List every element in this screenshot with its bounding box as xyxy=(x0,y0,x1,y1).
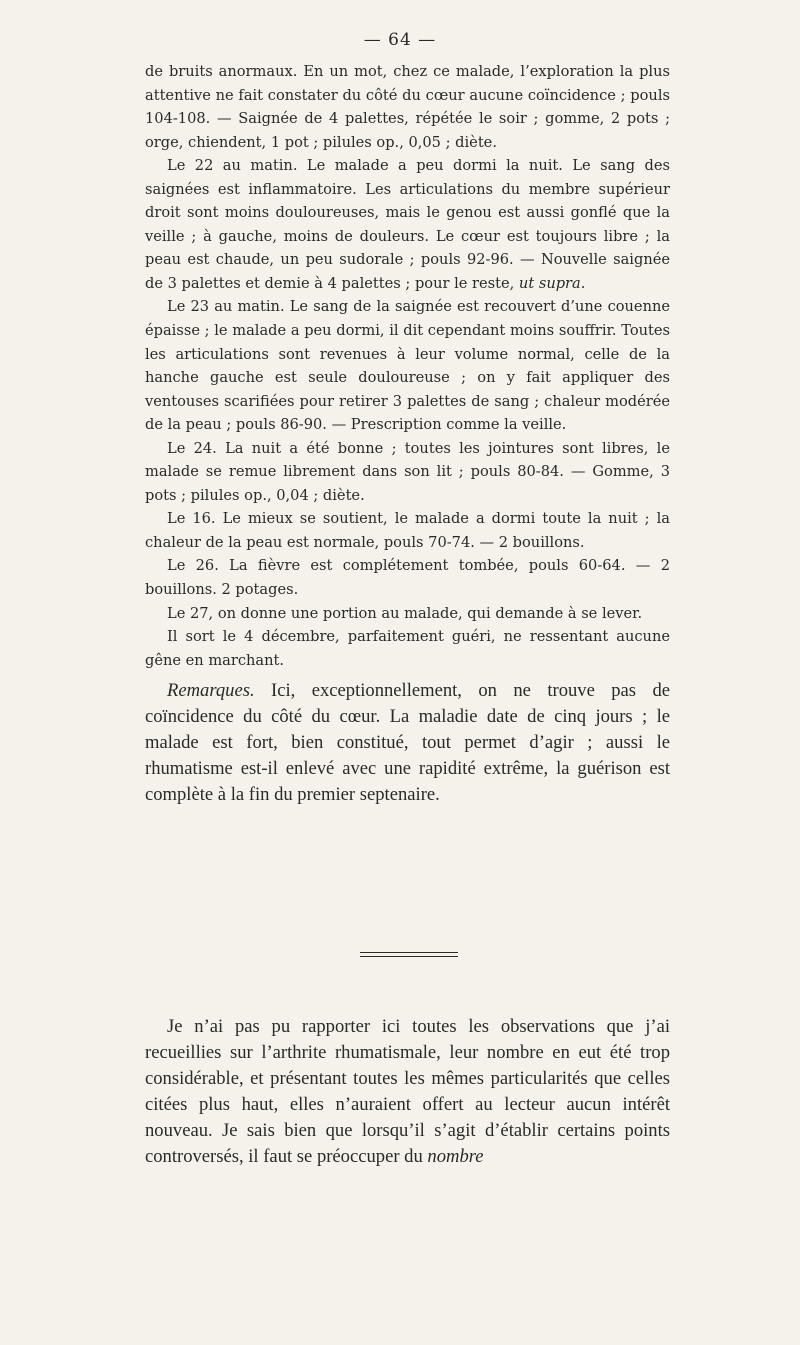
remarks-text: Ici, exceptionnellement, on ne trouve pas de coïncidence du côté du cœur. La maladie date de cinq jours ; le malade est fort, bien constitué, tout permet d’agir ; aussi le rhumatisme est-il enlevé avec une rapidité extrême, la guérison est complète à la fin du premier septenaire. xyxy=(145,680,670,806)
case-notes xyxy=(145,60,670,808)
paragraph-7: Le 27, on donne une portion au malade, qui demande à se lever. xyxy=(167,604,643,622)
section-divider-top xyxy=(360,952,458,953)
paragraph-1: de bruits anormaux. En un mot, chez ce malade, l’exploration la plus attentive ne fait constater du côté du cœur aucune coïncidence ; pouls 104-108. — Saignée de 4 palettes, répétée le soir ; gomme, 2 pots ; orge, chiendent, 1 pot ; pilules op., 0,05 ; diète. xyxy=(145,63,670,151)
page-number: — 64 — xyxy=(363,30,437,50)
section-divider-bottom xyxy=(360,956,458,957)
observations-paragraph xyxy=(145,1014,670,1170)
paragraph-6: Le 26. La fièvre est complétement tombée, pouls 60-64. — 2 bouillons. 2 potages. xyxy=(145,557,670,599)
ut-supra: ut supra. xyxy=(518,274,586,292)
remarks-label: Remarques. xyxy=(167,680,255,702)
observations-section xyxy=(145,1014,670,1170)
observations-last-word: nombre xyxy=(427,1146,484,1167)
paragraph-2 xyxy=(145,154,670,295)
observations-text: Je n’ai pas pu rapporter ici toutes les observations que j’ai recueillies sur l’arthrite rhumatismale, leur nombre en eut été trop considérable, et présentant toutes les mêmes particularités que celles citées plus haut, elles n’auraient offert au lecteur aucun intérêt nouveau. Je sais bien que lorsqu’il s’agit d’établir certains points controversés, il faut se préoccuper du xyxy=(145,1016,670,1167)
paragraph-3: Le 23 au matin. Le sang de la saignée est recouvert d’une couenne épaisse ; le malade a peu dormi, il dit cependant moins souffrir. Toutes les articulations sont revenues à leur volume normal, celle de la hanche gauche est seule douloureuse ; on y fait appliquer des ventouses scarifiées pour retirer 3 palettes de sang ; chaleur modérée de la peau ; pouls 86-90. — Prescription comme la veille. xyxy=(145,298,670,434)
paragraph-4: Le 24. La nuit a été bonne ; toutes les jointures sont libres, le malade se remue librement dans son lit ; pouls 80-84. — Gomme, 3 pots ; pilules op., 0,04 ; diète. xyxy=(145,439,670,504)
paragraph-5: Le 16. Le mieux se soutient, le malade a dormi toute la nuit ; la chaleur de la peau est normale, pouls 70-74. — 2 bouillons. xyxy=(145,510,670,551)
paragraph-2-text: Le 22 au matin. Le malade a peu dormi la nuit. Le sang des saignées est inflammatoire. Les articulations du membre supérieur droit sont moins douloureuses, mais le genou est aussi gonflé que la veille ; à gauche, moins de douleurs. Le cœur est toujours libre ; la peau est chaude, un peu sudorale ; pouls 92-96. — Nouvelle saignée de 3 palettes et demie à 4 palettes ; pour le reste, xyxy=(145,157,670,292)
remarks-paragraph xyxy=(145,678,670,808)
paragraph-8: Il sort le 4 décembre, parfaitement guéri, ne ressentant aucune gêne en marchant. xyxy=(145,628,670,669)
